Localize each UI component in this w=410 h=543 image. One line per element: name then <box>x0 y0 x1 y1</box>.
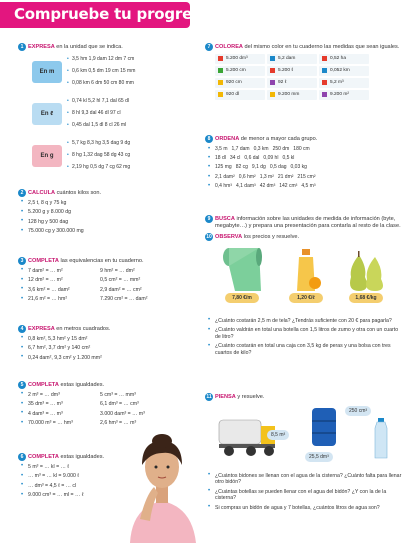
page-header <box>0 0 410 38</box>
exercise-instruction: estas igualdades. <box>58 382 105 388</box>
unit-box: En ℓ <box>32 103 62 125</box>
exercise-number: 10 <box>206 234 212 240</box>
exercise-verb: COMPLETA <box>28 258 59 264</box>
unit-group-liters <box>18 97 204 137</box>
measure-label: 5,2 dam <box>278 55 296 61</box>
exercise-instruction: en la unidad que se indica. <box>54 44 123 50</box>
price-tag: 1,20 €/ℓ <box>289 293 323 303</box>
price-tag: 1,68 €/kg <box>349 293 383 303</box>
exercise-verb: PIENSA <box>215 394 236 400</box>
exercise-heading <box>205 136 405 143</box>
unit-group-grams <box>18 139 204 179</box>
exercise-heading <box>205 234 405 241</box>
unit-row: • 2,19 hg 0,5 dg 7 cg 62 mg <box>72 164 130 170</box>
color-swatch <box>218 92 223 97</box>
exercise-heading <box>18 190 204 197</box>
unit-row: • 0,6 km 0,5 dm 19 cm 15 mm <box>72 68 135 74</box>
order-row <box>205 183 405 189</box>
fabric-roll-image <box>221 247 265 293</box>
list-item: • 7 dam² = … m² 9 hm² = … dm² <box>18 268 204 275</box>
exercise-10 <box>205 234 405 356</box>
order-value: 4,5 m³ <box>301 182 316 189</box>
capacity-tag: 8,5 m³ <box>267 430 289 440</box>
list-item: • Si compras un bidón de agua y 7 botellas, ¿cuántos litros de agua son? <box>205 505 405 512</box>
list-item: • 5.200 g y 8.000 dg <box>18 209 204 216</box>
measure-cell <box>215 54 265 64</box>
order-value: 34 cl <box>229 155 241 162</box>
exercise-verb: BUSCA <box>215 216 235 222</box>
order-value: 0,4 hm³ <box>215 182 232 189</box>
measure-label: 5.200 cm <box>226 67 246 73</box>
exercise-instruction: información sobre las unidades de medida de información (byte, megabyte…) y prepara una presentación para contarla al resto de la clase. <box>215 216 401 229</box>
color-swatch <box>218 80 223 85</box>
order-value: 0,5 kl <box>282 155 295 162</box>
color-swatch <box>270 68 275 73</box>
order-value: 0,3 km <box>253 145 269 152</box>
exercise-number: 1 <box>18 43 26 51</box>
list-item: • 3,6 km² = … dam² 2,9 dam² = … cm² <box>18 287 204 294</box>
order-value: 0,6 hm² <box>238 173 256 180</box>
list-item: • 21,6 m² = … hm² 7.290 cm² = … dam² <box>18 296 204 303</box>
list-item: • 128 hg y 500 dag <box>18 219 204 226</box>
color-swatch <box>322 80 327 85</box>
measure-label: 920 dl <box>226 91 240 97</box>
exercise-number: 3 <box>18 257 26 265</box>
exercise-4 <box>18 326 204 361</box>
unit-row: • 0,74 kl 5,2 hl 7,1 dal 65 dl <box>72 98 129 104</box>
list-item: • 5 m³ = … kl = … ℓ <box>18 464 138 471</box>
exercise-heading <box>18 382 204 389</box>
order-value: 0,03 kg <box>290 164 307 171</box>
measure-label: 5.200 dm³ <box>226 55 248 61</box>
exercise-number: 6 <box>18 453 26 461</box>
list-item: • … dm³ = 4,5 ℓ = … cl <box>18 483 138 490</box>
measure-cell <box>319 78 369 88</box>
unit-box: En g <box>32 145 62 167</box>
unit-group-meters <box>18 55 204 95</box>
exercise-number: 5 <box>18 381 26 389</box>
order-value: 2,1 dam² <box>215 173 235 180</box>
order-value: 21 dm² <box>277 173 294 180</box>
order-value: 9,1 dg <box>251 164 266 171</box>
list-item: • 0,8 km², 5,3 hm² y 15 dm² <box>18 336 204 343</box>
order-value: 250 dm <box>272 145 290 152</box>
order-value: 18 dl <box>215 155 226 162</box>
exercise-verb: COLOREA <box>215 44 243 50</box>
exercise-number: 7 <box>205 43 213 51</box>
color-swatch <box>322 92 327 97</box>
unit-row: • 0,45 dal 1,5 dl 8 cl 26 ml <box>72 122 126 128</box>
exercise-heading <box>18 258 204 265</box>
exercise-3 <box>18 258 204 303</box>
exercise-verb: COMPLETA <box>28 454 59 460</box>
unit-row: • 0,08 km 6 dm 50 cm 80 mm <box>72 80 134 86</box>
exercise-instruction: estas igualdades. <box>58 454 105 460</box>
exercise-number: 9 <box>205 215 213 223</box>
exercise-verb: EXPRESA <box>28 326 55 332</box>
list-item: • ¿Cuánto valdrán en total una botella con 1,5 litros de zumo y otra con un cuarto de litro? <box>205 327 405 340</box>
measure-cell <box>215 78 265 88</box>
exercise-heading <box>18 326 204 333</box>
order-value: 42 dm³ <box>259 182 276 189</box>
measure-cell <box>215 90 265 100</box>
products-row <box>205 245 405 315</box>
list-item: • 4 dam³ = … m³ 3.000 dam³ = … m³ <box>18 411 204 418</box>
water-bottle-image <box>373 418 389 460</box>
exercise-heading <box>205 394 405 401</box>
color-swatch <box>270 56 275 61</box>
unit-row: • 8 hg 1,32 dag 58 dg 43 cg <box>72 152 130 158</box>
price-tag: 7,80 €/m <box>225 293 259 303</box>
measure-label: 92 ℓ <box>278 79 287 85</box>
measure-cell <box>267 66 317 76</box>
measure-label: 5.200 ℓ <box>278 67 293 73</box>
list-item: • 2,5 t, 8 q y 75 kg <box>18 200 204 207</box>
order-value: 142 cm³ <box>279 182 298 189</box>
order-value: 1,3 m² <box>259 173 274 180</box>
color-swatch <box>322 68 327 73</box>
list-item: • 35 dm³ = … m³ 6,1 dm³ = … cm³ <box>18 401 204 408</box>
exercise-instruction: de menor a mayor cada grupo. <box>239 136 318 142</box>
order-value: 0,5 dag <box>269 164 287 171</box>
color-swatch <box>322 56 327 61</box>
exercise-number: 2 <box>18 189 26 197</box>
measure-cell <box>319 90 369 100</box>
exercise-verb: COMPLETA <box>28 382 59 388</box>
order-row <box>205 155 405 161</box>
order-row <box>205 146 405 152</box>
measure-label: 9.200 m² <box>330 91 349 97</box>
list-item: • 70.000 m³ = … hm³ 2,6 hm³ = … m³ <box>18 420 204 427</box>
order-value: 82 cg <box>235 164 248 171</box>
exercise-verb: EXPRESA <box>28 44 55 50</box>
order-value: 3,5 m <box>215 145 228 152</box>
order-row <box>205 174 405 180</box>
unit-row: • 8 hl 9,3 dal 46 dl 97 cl <box>72 110 121 116</box>
order-value: 125 mg <box>215 164 232 171</box>
exercise-heading <box>205 44 405 51</box>
order-value: 180 cm <box>293 145 310 152</box>
order-row <box>205 164 405 170</box>
exercise-11 <box>205 394 405 511</box>
measure-cell <box>267 90 317 100</box>
exercise-instruction: los precios y resuelve. <box>242 234 300 240</box>
exercise-9 <box>205 216 405 230</box>
list-item: • ¿Cuánto costarán en total una caja con 3,5 kg de peras y una bolsa con tres cuartos de kilo? <box>205 343 405 356</box>
exercise-number: 8 <box>205 135 213 143</box>
list-item: • … m³ = … kl = 9.000 ℓ <box>18 473 138 480</box>
exercise-8 <box>205 136 405 189</box>
exercise-number: 11 <box>206 394 212 400</box>
list-item: • 75.000 cg y 300.000 mg <box>18 228 204 235</box>
exercise-instruction: del mismo color en tu cuaderno las medidas que sean iguales. <box>242 44 400 50</box>
list-item: • 6,7 hm², 3,7 dm² y 140 cm² <box>18 345 204 352</box>
color-swatch <box>270 92 275 97</box>
capacity-tag: 250 cm³ <box>345 406 371 416</box>
exercise-heading <box>18 44 204 51</box>
order-value: 0,6 dal <box>244 155 260 162</box>
measure-label: 920 cm <box>226 79 242 85</box>
exercise-verb: CALCULA <box>28 190 56 196</box>
measure-label: 5,2 m³ <box>330 79 344 85</box>
water-drum-image <box>309 406 339 448</box>
measure-label: 9.200 mm <box>278 91 300 97</box>
exercise-verb: ORDENA <box>215 136 240 142</box>
exercise-number: 4 <box>18 325 26 333</box>
exercise-heading <box>205 216 405 230</box>
list-item: • 2 m³ = … dm³ 5 cm³ = … mm³ <box>18 392 204 399</box>
list-item: • 9.000 cm³ = … ml = … ℓ <box>18 492 138 499</box>
color-swatch <box>270 80 275 85</box>
water-containers <box>205 404 405 470</box>
measure-cell <box>319 66 369 76</box>
color-swatch <box>218 68 223 73</box>
order-value: 1,7 dam <box>231 145 250 152</box>
girl-illustration <box>120 415 204 543</box>
unit-row: • 3,5 hm 1,9 dam 12 dm 7 cm <box>72 56 134 62</box>
measure-label: 0,052 km <box>330 67 350 73</box>
order-value: 0,09 hl <box>263 155 279 162</box>
exercise-2 <box>18 190 204 235</box>
measure-cell <box>215 66 265 76</box>
capacity-tag: 25,5 dm³ <box>305 452 333 462</box>
exercise-instruction: las equivalencias en tu cuaderno. <box>58 258 144 264</box>
list-item: • ¿Cuánto costarán 2,5 m de tela? ¿Tendrás suficiente con 20 € para pagarla? <box>205 318 405 325</box>
unit-box: En m <box>32 61 62 83</box>
list-item: • ¿Cuántas botellas se pueden llenar con el agua del bidón? ¿Y con la de la cisterna? <box>205 489 405 502</box>
list-item: • 0,24 dam², 9,3 cm² y 1.200 mm² <box>18 355 204 362</box>
order-value: 4,1 dam³ <box>235 182 256 189</box>
order-value: 215 cm² <box>297 173 316 180</box>
exercise-7 <box>205 44 405 100</box>
exercise-instruction: cuántos kilos son. <box>55 190 102 196</box>
measure-grid <box>205 54 365 100</box>
page-title: Compruebe tu progreso <box>14 5 211 23</box>
unit-row: • 5,7 kg 8,3 hg 3,5 dag 9 dg <box>72 140 130 146</box>
exercise-1 <box>18 44 204 179</box>
list-item: • ¿Cuántos bidones se llenan con el agua de la cisterna? ¿Cuánto falta para llenar otro bidón? <box>205 473 405 486</box>
exercise-instruction: en metros cuadrados. <box>54 326 111 332</box>
exercise-instruction: y resuelve. <box>235 394 265 400</box>
measure-label: 0,52 ha <box>330 55 347 61</box>
color-swatch <box>218 56 223 61</box>
pears-image <box>345 247 389 293</box>
measure-cell <box>267 78 317 88</box>
measure-cell <box>267 54 317 64</box>
exercise-verb: OBSERVA <box>215 234 243 240</box>
measure-cell <box>319 54 369 64</box>
list-item: • 12 dm² = … m² 0,5 cm² = … mm² <box>18 277 204 284</box>
juice-bottle-image <box>291 247 321 293</box>
